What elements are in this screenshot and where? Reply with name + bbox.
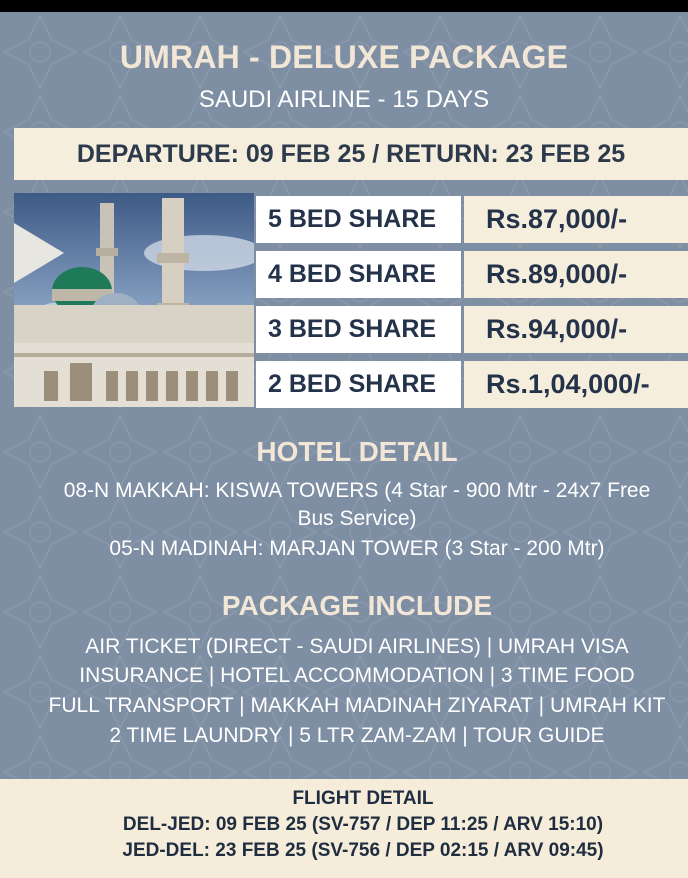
package-line-4: 2 TIME LAUNDRY | 5 LTR ZAM-ZAM | TOUR GUIDE	[109, 724, 605, 747]
hotel-line-madinah: 05-N MADINAH: MARJAN TOWER (3 Star - 200 Mtr)	[109, 537, 605, 560]
package-title: UMRAH - DELUXE PACKAGE	[119, 39, 569, 75]
share-price: Rs.94,000/-	[464, 306, 688, 353]
flight-detail-heading: FLIGHT DETAIL	[292, 788, 434, 809]
hotel-line-bus: Bus Service)	[297, 507, 417, 530]
package-include-heading: PACKAGE INCLUDE	[221, 590, 493, 621]
price-row-4-bed	[256, 247, 688, 302]
package-line-1: AIR TICKET (DIRECT - SAUDI AIRLINES) | UMRAH VISA	[85, 635, 629, 658]
price-row-2-bed	[256, 357, 688, 412]
mosque-photo	[14, 193, 254, 407]
departure-return-banner: DEPARTURE: 09 FEB 25 / RETURN: 23 FEB 25	[14, 128, 688, 180]
price-row-3-bed	[256, 302, 688, 357]
package-poster	[0, 12, 688, 878]
share-price: Rs.89,000/-	[464, 251, 688, 298]
price-table	[256, 192, 688, 412]
share-label: 5 BED SHARE	[256, 196, 461, 243]
share-label: 3 BED SHARE	[256, 306, 461, 353]
share-label: 4 BED SHARE	[256, 251, 461, 298]
flight-line-return: JED-DEL: 23 FEB 25 (SV-756 / DEP 02:15 / ARV 09:45)	[122, 840, 604, 861]
package-subtitle: SAUDI AIRLINE - 15 DAYS	[198, 86, 490, 113]
hotel-detail-heading: HOTEL DETAIL	[256, 436, 458, 467]
share-price: Rs.1,04,000/-	[464, 361, 688, 408]
package-line-2: INSURANCE | HOTEL ACCOMMODATION | 3 TIME FOOD	[79, 664, 635, 687]
flight-line-outbound: DEL-JED: 09 FEB 25 (SV-757 / DEP 11:25 / ARV 15:10)	[122, 814, 604, 835]
package-line-3: FULL TRANSPORT | MAKKAH MADINAH ZIYARAT | UMRAH KIT	[48, 694, 666, 717]
hotel-line-makkah: 08-N MAKKAH: KISWA TOWERS (4 Star - 900 Mtr - 24x7 Free	[63, 479, 651, 502]
price-row-5-bed	[256, 192, 688, 247]
flight-detail-box	[0, 779, 688, 878]
share-label: 2 BED SHARE	[256, 361, 461, 408]
share-price: Rs.87,000/-	[464, 196, 688, 243]
